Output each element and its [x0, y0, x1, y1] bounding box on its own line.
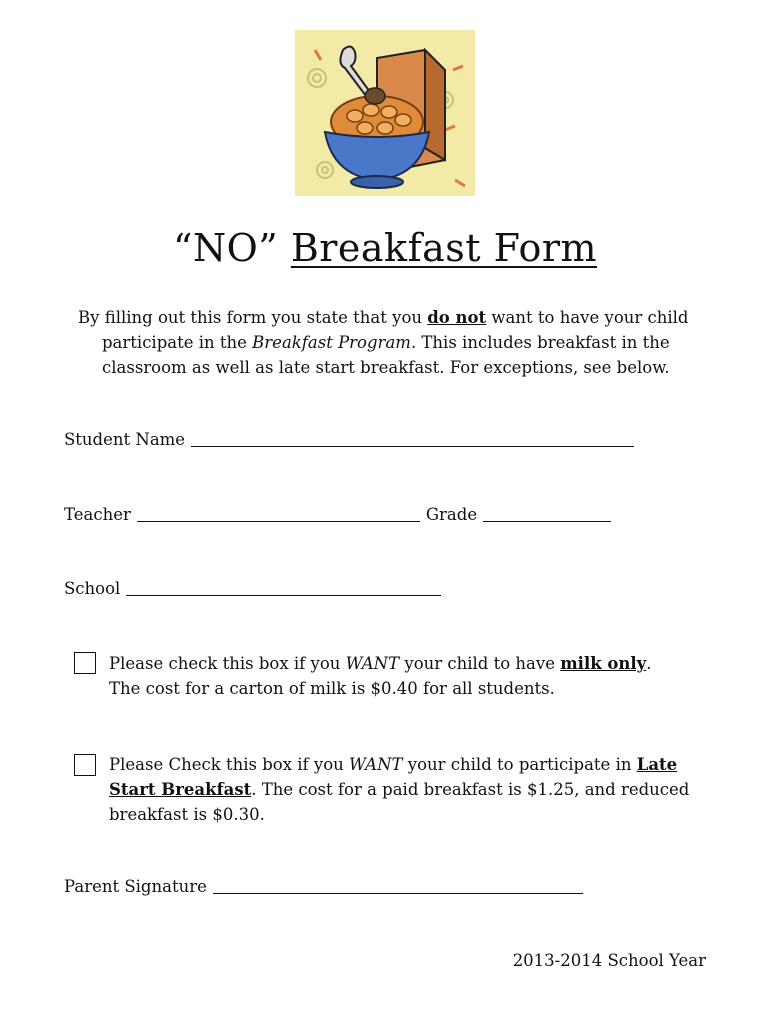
late-text: . The cost for a paid breakfast is $1.25, and reduced — [251, 780, 690, 799]
late-start-checkbox[interactable] — [74, 754, 96, 776]
cereal-bowl-illustration — [295, 30, 475, 196]
school-label: School — [64, 579, 121, 598]
school-year: 2013-2014 School Year — [512, 951, 706, 970]
late-start-emphasis: Start Breakfast — [109, 780, 252, 799]
school-field[interactable] — [126, 593, 441, 596]
title-underlined: Breakfast Form — [290, 226, 598, 270]
parent-signature-row — [64, 877, 583, 896]
teacher-label: Teacher — [64, 505, 131, 524]
student-name-row — [64, 430, 634, 449]
milk-text: Please check this box if you — [109, 654, 346, 673]
intro-line-1 — [78, 305, 718, 330]
intro-paragraph — [78, 305, 718, 380]
milk-only-text — [109, 651, 652, 701]
intro-emphasis: do not — [427, 308, 487, 327]
late-line-3: breakfast is $0.30. — [109, 805, 265, 824]
want-emphasis: WANT — [345, 654, 400, 673]
late-text: Please Check this box if you — [109, 755, 350, 774]
student-name-field[interactable] — [191, 444, 634, 447]
parent-signature-label: Parent Signature — [64, 877, 207, 896]
student-name-label: Student Name — [64, 430, 186, 449]
intro-line-2 — [78, 330, 718, 355]
program-name: Breakfast Program — [252, 333, 411, 352]
milk-only-checkbox[interactable] — [74, 652, 96, 674]
late-line-2 — [109, 777, 689, 802]
milk-text: . — [646, 654, 652, 673]
late-start-text — [109, 752, 689, 827]
grade-field[interactable] — [483, 519, 611, 522]
intro-text: want to have your child — [486, 308, 689, 327]
title-quoted: “NO” — [172, 226, 279, 270]
milk-line-1 — [109, 651, 652, 676]
late-emphasis: Late — [636, 755, 678, 774]
school-row — [64, 579, 441, 598]
intro-text: . This includes breakfast in the — [410, 333, 670, 352]
milk-only-emphasis: milk only — [560, 654, 647, 673]
late-text: your child to participate in — [402, 755, 637, 774]
teacher-grade-row — [64, 505, 611, 524]
grade-label: Grade — [425, 505, 478, 524]
milk-text: your child to have — [399, 654, 561, 673]
late-line-1 — [109, 752, 689, 777]
intro-text: participate in the — [102, 333, 253, 352]
milk-line-2: The cost for a carton of milk is $0.40 for all students. — [109, 679, 555, 698]
want-emphasis: WANT — [349, 755, 403, 774]
intro-text: By filling out this form you state that you — [78, 308, 428, 327]
parent-signature-field[interactable] — [213, 891, 583, 894]
teacher-field[interactable] — [137, 519, 420, 522]
form-title — [0, 226, 770, 270]
intro-line-3: classroom as well as late start breakfast. For exceptions, see below. — [102, 358, 670, 377]
